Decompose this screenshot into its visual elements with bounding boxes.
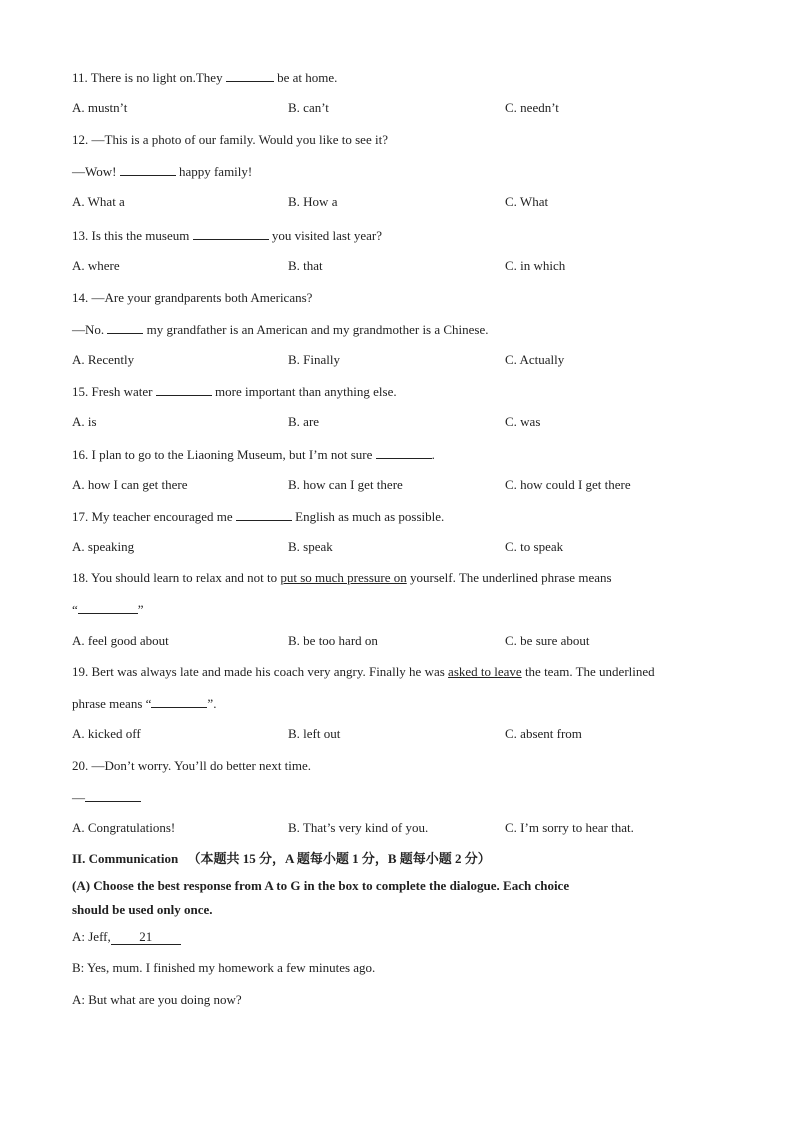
question-19 [72, 664, 655, 680]
question-number: 11. [72, 70, 88, 85]
question-text-tail: happy family! [178, 164, 253, 179]
dialogue-line: B: Yes, mum. I finished my homework a few minutes ago. [72, 960, 376, 975]
answer-blank [107, 321, 143, 334]
option-b: B. how can I get there [288, 477, 403, 492]
option-c: C. Actually [505, 352, 565, 367]
option-b: B. are [288, 414, 320, 429]
question-text: Fresh water [91, 384, 153, 399]
dialogue-text: A: Jeff, [72, 929, 111, 944]
option-a: A. speaking [72, 539, 135, 554]
question-text-tail: be at home. [277, 70, 338, 85]
option-a: A. is [72, 414, 97, 429]
question-text: Is this the museum [91, 228, 190, 243]
answer-blank [151, 695, 207, 708]
question-20 [72, 758, 311, 774]
question-number: 16. [72, 447, 89, 462]
question-number: 12. [72, 132, 89, 147]
question-11 [72, 69, 337, 86]
option-b: B. be too hard on [288, 633, 378, 648]
option-c: C. be sure about [505, 633, 590, 648]
answer-blank [85, 789, 141, 802]
option-b: B. Finally [288, 352, 341, 367]
answer-blank [236, 508, 292, 521]
question-text: — [72, 790, 85, 805]
option-c: C. how could I get there [505, 477, 631, 492]
question-text: My teacher encouraged me [91, 509, 233, 524]
question-text-tail: you visited last year? [271, 228, 382, 243]
dialogue-line [72, 929, 181, 945]
option-b: B. speak [288, 539, 333, 554]
option-c: C. I’m sorry to hear that. [505, 820, 634, 835]
question-text: Bert was always late and made his coach very angry. Finally he was [91, 664, 445, 679]
question-text-tail: yourself. The underlined phrase means [409, 570, 612, 585]
option-a: A. Congratulations! [72, 820, 176, 835]
question-18-line2 [72, 601, 144, 618]
question-20-line2 [72, 789, 141, 806]
option-a: A. kicked off [72, 726, 141, 741]
question-17 [72, 508, 444, 525]
question-number: 18. [72, 570, 89, 585]
answer-blank [193, 227, 269, 240]
section-instructions: (A) Choose the best response from A to G in the box to complete the dialogue. Each choice [72, 878, 570, 893]
answer-blank [156, 383, 212, 396]
answer-blank [376, 446, 432, 459]
section-title: II. Communication [72, 851, 179, 866]
question-text: —No. [72, 322, 105, 337]
question-text-tail: ”. [207, 696, 217, 711]
answer-blank [120, 163, 176, 176]
option-a: A. where [72, 258, 120, 273]
question-text: I plan to go to the Liaoning Museum, but I’m not sure [91, 447, 373, 462]
question-number: 13. [72, 228, 89, 243]
option-b: B. That’s very kind of you. [288, 820, 429, 835]
question-number: 17. [72, 509, 89, 524]
section-instructions-line2: should be used only once. [72, 902, 213, 917]
question-number: 14. [72, 290, 89, 305]
question-text-tail: . [431, 447, 435, 462]
option-a: A. feel good about [72, 633, 169, 648]
question-text-tail: my grandfather is an American and my grandmother is a Chinese. [146, 322, 489, 337]
option-b: B. that [288, 258, 323, 273]
question-13 [72, 227, 382, 244]
answer-blank [226, 69, 274, 82]
question-text: —This is a photo of our family. Would you like to see it? [91, 132, 388, 147]
question-14 [72, 290, 312, 306]
option-a: A. how I can get there [72, 477, 188, 492]
question-text: —Wow! [72, 164, 117, 179]
question-text: —Are your grandparents both Americans? [91, 290, 313, 305]
question-12-line2 [72, 163, 252, 180]
question-text: —Don’t worry. You’ll do better next time. [91, 758, 312, 773]
question-14-line2 [72, 321, 489, 338]
dialogue-line: A: But what are you doing now? [72, 992, 242, 1007]
option-a: A. mustn’t [72, 100, 128, 115]
answer-blank [78, 601, 138, 614]
option-b: B. can’t [288, 100, 329, 115]
close-quote: ” [137, 602, 144, 617]
question-16 [72, 446, 435, 463]
question-text-tail: more important than anything else. [215, 384, 397, 399]
option-b: B. left out [288, 726, 341, 741]
option-c: C. What [505, 194, 549, 209]
option-b: B. How a [288, 194, 338, 209]
question-text-tail: the team. The underlined [524, 664, 655, 679]
numbered-blank: 21 [111, 930, 181, 945]
option-c: C. absent from [505, 726, 582, 741]
open-quote: “ [72, 602, 78, 617]
option-c: C. to speak [505, 539, 564, 554]
question-text-tail: English as much as possible. [295, 509, 445, 524]
option-a: A. Recently [72, 352, 135, 367]
question-number: 15. [72, 384, 89, 399]
option-c: C. in which [505, 258, 566, 273]
question-text: There is no light on.They [90, 70, 223, 85]
question-number: 19. [72, 664, 89, 679]
question-19-line2 [72, 695, 216, 712]
question-18 [72, 570, 612, 586]
option-c: C. needn’t [505, 100, 559, 115]
underlined-phrase: put so much pressure on [280, 570, 407, 585]
section-heading [72, 851, 491, 867]
question-15 [72, 383, 397, 400]
option-a: A. What a [72, 194, 125, 209]
question-number: 20. [72, 758, 89, 773]
option-c: C. was [505, 414, 541, 429]
underlined-phrase: asked to leave [448, 664, 522, 679]
section-scoring: （本题共 15 分，A 题每小题 1 分，B 题每小题 2 分） [187, 851, 491, 866]
question-12 [72, 132, 388, 148]
question-text: You should learn to relax and not to [91, 570, 278, 585]
question-text: phrase means “ [72, 696, 152, 711]
